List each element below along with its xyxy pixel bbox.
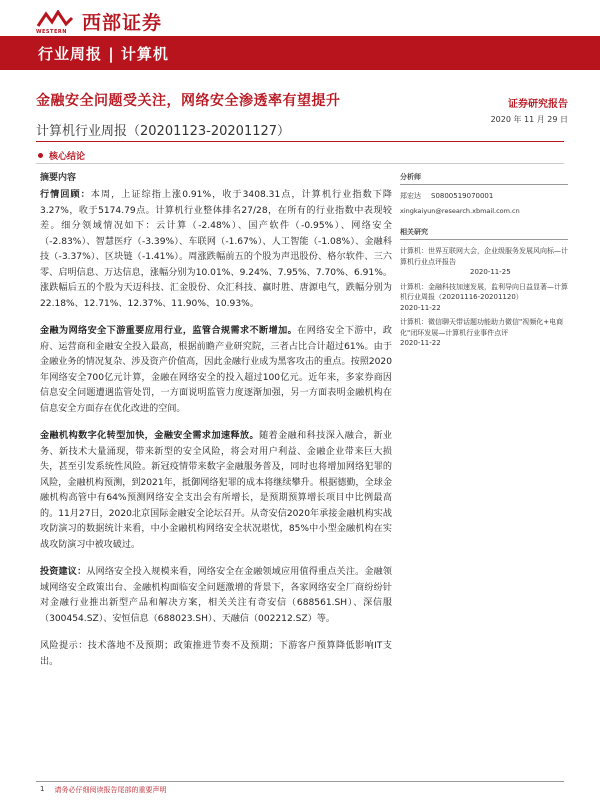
paragraph-market-review (40, 188, 392, 312)
logo-en-text: WESTERN (36, 28, 67, 35)
report-type-label: 证券研究报告 (508, 99, 568, 110)
report-category: 行业周报 | 计算机 (38, 45, 169, 63)
report-title: 金融安全问题受关注，网络安全渗透率有望提升 (36, 93, 341, 109)
paragraph-text: 从网络安全投入规模来看，网络安全在金融领域应用值得重点关注。金融领域网络安全政策出台、金融机构面临安全问题激增的背景下，各家网络安全厂商纷纷针对金融行业推出新型产品和解决方案，相关关注有奇安信（688561.SH）、深信服（300454.SZ）、安恒信息（688023.SH）、天融信（002212.SZ）等。 (40, 567, 392, 624)
logo-cn-text: 西部证券 (82, 12, 163, 34)
related-item[interactable] (400, 282, 568, 314)
section-divider (36, 163, 564, 164)
paragraph-digital-transformation (40, 429, 392, 553)
paragraph-text: 风险提示：技术落地不及预期；政策推进节奏不及预期；下游客户预算降低影响IT支出。 (40, 641, 392, 667)
abstract-body (40, 188, 392, 682)
related-item-text: 计算机：微信聊天带话题功能助力微信"视频化+电商化"闭环发展—计算机行业事件点评 (400, 318, 564, 337)
title-divider (36, 141, 564, 142)
section-tag (38, 149, 85, 162)
related-item-date: 2020-11-25 (470, 268, 511, 276)
page-number: 1 (40, 785, 45, 793)
analyst-email[interactable]: xingkaiyun@research.xbmail.com.cn (400, 207, 520, 215)
bullet-dot-icon (38, 153, 43, 158)
related-item[interactable] (400, 317, 568, 349)
footer-divider (36, 781, 564, 782)
footer-disclaimer: 请务必仔细阅读报告尾部的重要声明 (54, 786, 167, 794)
paragraph-lead: 金融为网络安全下游重要应用行业，监管合规需求不断增加。 (40, 326, 298, 336)
analyst-name: 郑宏达 (400, 192, 421, 200)
analyst-license: S0800519070001 (431, 192, 494, 200)
logo-mark-icon (36, 10, 74, 34)
related-item[interactable] (400, 246, 568, 278)
analyst-heading: 分析师 (400, 172, 568, 185)
paragraph-text: 在网络安全下游中，政府、运营商和金融安全投入最高，根据前瞻产业研究院，三者占比合计超过61%。由于金融业务的情况复杂、涉及资产价值高，因此金融行业成为黑客攻击的重点。按照2020年网络安全700亿元计算，金融在网络安全的投入超过100亿元。近年来，多家券商因信息安全问题遭遇监管处罚，一方面说明监管力度逐渐加强，另一方面表明金融机构在信息安全方面存在优化改进的空间。 (40, 326, 392, 414)
analyst-row (400, 191, 568, 201)
related-item-date: 2020-11-22 (400, 303, 441, 312)
paragraph-lead: 投资建议： (40, 567, 87, 577)
paragraph-investment-advice (40, 565, 392, 627)
header-band (0, 36, 600, 70)
paragraph-lead: 金融机构数字化转型加快，金融安全需求加速释放。 (40, 431, 260, 441)
paragraph-finance-security (40, 324, 392, 417)
paragraph-text: 随着金融和科技深入融合，新业务、新技术大量涌现，带来新型的安全风险，将会对用户利益、金融企业带来巨大损失，甚至引发系统性风险。新冠疫情带来数字金融服务普及，同时也将增加网络犯罪的风险，金融机构预测，到2021年，抵御网络犯罪的成本将继续攀升。根据德勤，全球金融机构高管中有64%预测网络安全支出会有所增长，是预期预算增长项目中比例最高的。11月27日，2020北京国际金融安全论坛召开。从奇安信2020年承接金融机构实战攻防演习的数据统计来看，中小金融机构网络安全状况堪忧，85%中小型金融机构在实战攻防演习中被攻破过。 (40, 431, 392, 550)
abstract-heading: 摘要内容 (40, 173, 77, 183)
report-subtitle: 计算机行业周报（20201123-20201127） (36, 124, 291, 139)
related-item-date: 2020-11-22 (400, 339, 441, 347)
page-footer (40, 785, 166, 795)
section-tag-label: 核心结论 (49, 152, 86, 162)
sidebar (400, 172, 568, 353)
report-date: 2020 年 11 月 29 日 (490, 115, 568, 124)
related-item-text: 计算机：世界互联网大会，企业级服务发展风向标—计算机行业点评报告 (400, 247, 568, 266)
company-logo (36, 8, 162, 35)
paragraph-lead: 行情回顾： (40, 190, 91, 200)
paragraph-text: 本周，上证综指上涨0.91%，收于3408.31点，计算机行业指数下降3.27%，收于5174.79点。计算机行业整体排名27/28，在所有的行业指数中表现较差。细分领域情况如下：云计算（-2.48%）、国产软件（-0.95%）、网络安全（-2.83%）、智慧医疗（-3.39%）、车联网（-1.67%）、人工智能（-1.08%）、金融科技（-3.37%）、区块链（-1.41%）。周涨跌幅前五的个股为声迅股份、格尔软件、三六零、启明信息、万达信息，涨幅分别为10.01%、9.24%、7.95%、7.70%、6.91%。涨跌幅后五的个股为天迈科技、汇金股份、众汇科技、赢时胜、唐源电气，跌幅分别为22.18%、12.71%、12.37%、11.90%、10.93%。 (40, 190, 392, 309)
related-item-text: 计算机：金融科技加速发展，监利导向日益显著—计算机行业周报（20201116-20201120） (400, 282, 568, 301)
paragraph-risk-warning (40, 639, 392, 670)
related-heading: 相关研究 (400, 227, 568, 240)
